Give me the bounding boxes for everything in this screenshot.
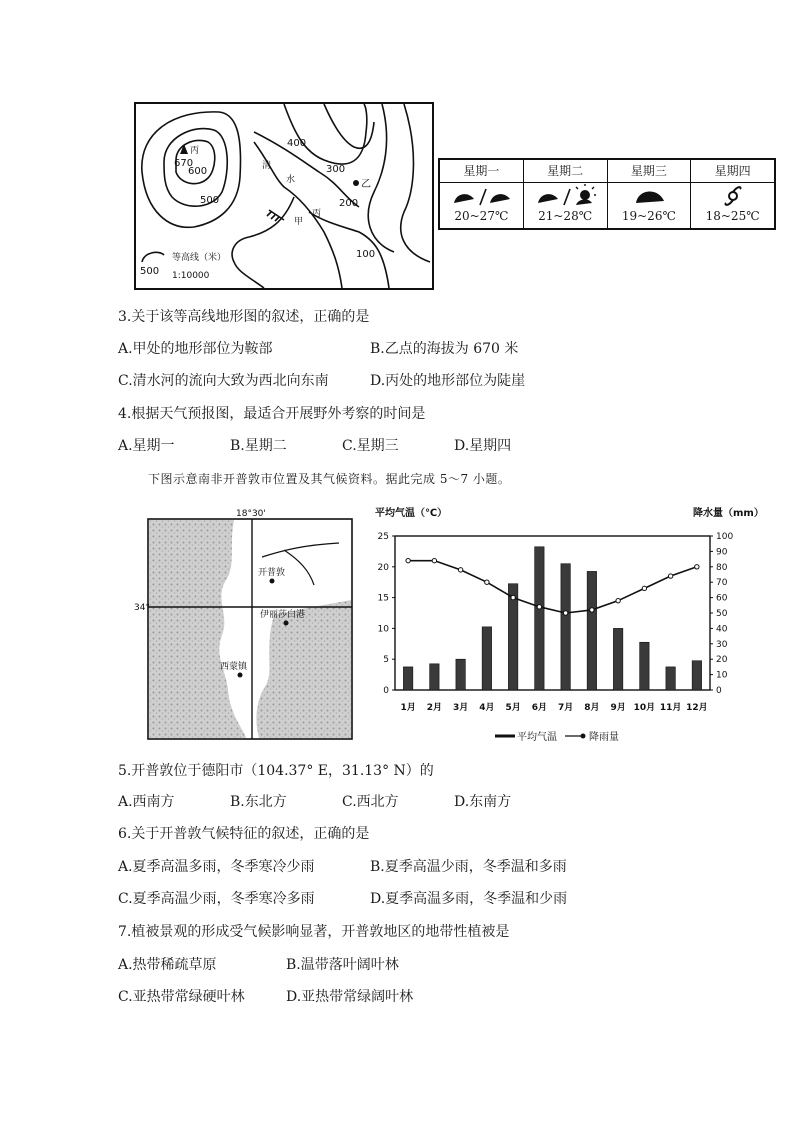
- city-simonstown-dot: [238, 673, 243, 678]
- cloudy-to-cloudy-icon: [440, 183, 523, 209]
- latitude-label: 34°: [134, 603, 150, 613]
- right-tick-label: 10: [716, 670, 728, 681]
- legend-scale: 1:10000: [172, 271, 210, 281]
- plot-frame: [395, 536, 710, 690]
- month-label: 9月: [610, 703, 626, 713]
- right-tick-label: 90: [716, 547, 728, 558]
- legend-label: 等高线（米）: [172, 253, 227, 263]
- month-label: 3月: [452, 703, 469, 713]
- q4-option-b[interactable]: B.星期二: [230, 438, 287, 454]
- temperature-point: [563, 611, 567, 615]
- forecast-day-4: [691, 160, 774, 228]
- left-tick-label: 10: [377, 624, 389, 635]
- forecast-day-label: 星期三: [608, 160, 691, 183]
- q4-option-d[interactable]: D.星期四: [454, 438, 512, 454]
- q6-option-c[interactable]: C.夏季高温少雨，冬季寒冷多雨: [118, 891, 315, 907]
- city-pe-label: 伊丽莎白港: [260, 610, 306, 620]
- q5-option-d[interactable]: D.东南方: [454, 794, 512, 810]
- q6-option-a[interactable]: A.夏季高温多雨，冬季寒冷少雨: [118, 859, 315, 875]
- month-label: 11月: [659, 703, 682, 713]
- month-label: 4月: [479, 703, 495, 713]
- left-tick-label: 25: [377, 532, 389, 542]
- q3-option-d[interactable]: D.丙处的地形部位为陡崖: [370, 373, 526, 389]
- typhoon-icon: [691, 183, 774, 209]
- right-tick-label: 50: [716, 609, 728, 619]
- forecast-day-3: [608, 160, 692, 228]
- contour-label-100: 100: [356, 249, 376, 260]
- q4-option-a[interactable]: A.星期一: [118, 438, 175, 454]
- right-tick-label: 0: [716, 686, 722, 696]
- temperature-point: [668, 574, 672, 578]
- q6-option-d[interactable]: D.夏季高温多雨，冬季温和少雨: [370, 891, 568, 907]
- q3-option-c[interactable]: C.清水河的流向大致为西北向东南: [118, 373, 329, 389]
- forecast-day-1: [440, 160, 524, 228]
- label-shui: 水: [286, 175, 296, 185]
- chart-legend: [495, 730, 619, 743]
- rain-bar: [692, 661, 701, 690]
- q6-stem: 6.关于开普敦气候特征的叙述，正确的是: [118, 826, 370, 842]
- rain-bar: [535, 547, 544, 690]
- temperature-point: [406, 558, 410, 562]
- q3-option-b[interactable]: B.乙点的海拔为 670 米: [370, 341, 519, 357]
- right-tick-label: 20: [716, 655, 728, 666]
- contour-map: [134, 102, 434, 290]
- q4-option-c[interactable]: C.星期三: [342, 438, 399, 454]
- contour-label-500: 500: [200, 195, 220, 206]
- climate-chart: [365, 500, 780, 745]
- right-tick-label: 70: [716, 578, 728, 589]
- forecast-day-label: 星期二: [524, 160, 607, 183]
- forecast-day-label: 星期一: [440, 160, 523, 183]
- label-bing-top: 丙: [190, 146, 200, 156]
- label-qing: 清: [262, 161, 272, 171]
- right-tick-label: 100: [716, 532, 734, 542]
- legend-sample-value: 500: [140, 266, 160, 277]
- right-tick-label: 30: [716, 639, 728, 650]
- forecast-day-2: [524, 160, 608, 228]
- month-label: 12月: [686, 703, 708, 713]
- month-label: 5月: [505, 703, 521, 713]
- left-tick-label: 15: [377, 593, 389, 604]
- month-label: 8月: [584, 703, 600, 713]
- forecast-temp: 21~28℃: [538, 209, 593, 223]
- city-capetown-dot: [270, 579, 275, 584]
- point-yi: [353, 180, 359, 186]
- q7-option-a[interactable]: A.热带稀疏草原: [118, 957, 217, 973]
- right-tick-label: 80: [716, 562, 728, 573]
- cloudy-to-sunny-icon: [524, 183, 607, 209]
- location-map: [134, 505, 354, 741]
- forecast-temp: 19~26℃: [621, 209, 676, 223]
- rain-bar: [640, 642, 649, 690]
- forecast-day-label: 星期四: [691, 160, 774, 183]
- rain-bar: [613, 628, 622, 690]
- top-longitude-label: 18°30': [236, 509, 266, 519]
- month-label: 6月: [531, 703, 548, 713]
- label-jia: 甲: [294, 217, 304, 227]
- temperature-point: [432, 558, 436, 562]
- rain-bar: [561, 564, 570, 690]
- overcast-icon: [608, 183, 691, 209]
- temperature-point: [616, 598, 620, 602]
- month-label: 2月: [426, 703, 443, 713]
- contour-label-400: 400: [287, 138, 307, 149]
- temperature-line: [408, 561, 697, 613]
- right-tick-label: 40: [716, 624, 728, 635]
- q5-option-b[interactable]: B.东北方: [230, 794, 287, 810]
- left-tick-label: 5: [383, 655, 389, 666]
- q7-option-d[interactable]: D.亚热带常绿阔叶林: [286, 989, 414, 1005]
- right-axis-title: 降水量（mm）: [693, 508, 764, 519]
- city-simonstown-label: 西蒙镇: [220, 662, 248, 672]
- rain-bar: [666, 667, 675, 690]
- month-label: 7月: [557, 703, 574, 713]
- q5-option-a[interactable]: A.西南方: [118, 794, 175, 810]
- rain-bar: [587, 571, 596, 690]
- contour-label-670: 670: [174, 158, 194, 169]
- q5-option-c[interactable]: C.西北方: [342, 794, 399, 810]
- contour-label-300: 300: [326, 164, 346, 175]
- q7-option-b[interactable]: B.温带落叶阔叶林: [286, 957, 399, 973]
- month-label: 1月: [400, 703, 416, 713]
- q5-stem: 5.开普敦位于德阳市（104.37° E，31.13° N）的: [118, 763, 434, 779]
- forecast-temp: 18~25℃: [705, 209, 760, 223]
- q7-stem: 7.植被景观的形成受气候影响显著，开普敦地区的地带性植被是: [118, 924, 510, 940]
- legend-rain: 降雨量: [589, 732, 619, 743]
- contour-label-200: 200: [339, 198, 359, 209]
- rain-bar: [430, 664, 439, 690]
- q3-option-a[interactable]: A.甲处的地形部位为鞍部: [118, 341, 273, 357]
- temperature-point: [642, 586, 646, 590]
- temperature-point: [537, 605, 541, 609]
- label-yi: 乙: [361, 179, 371, 190]
- section-intro: 下图示意南非开普敦市位置及其气候资料。据此完成 5～7 小题。: [148, 472, 511, 486]
- temperature-point: [511, 595, 515, 599]
- month-label: 10月: [633, 703, 656, 713]
- q7-option-c[interactable]: C.亚热带常绿硬叶林: [118, 989, 245, 1005]
- rain-bar: [456, 659, 465, 690]
- temperature-point: [590, 608, 594, 612]
- label-bing: 丙: [312, 209, 322, 219]
- temperature-point: [485, 580, 489, 584]
- right-tick-label: 60: [716, 593, 728, 604]
- city-pe-dot: [284, 621, 289, 626]
- left-tick-label: 20: [377, 562, 389, 573]
- legend-temp: 平均气温: [517, 732, 557, 743]
- rain-bar: [482, 627, 491, 690]
- q6-option-b[interactable]: B.夏季高温少雨，冬季温和多雨: [370, 859, 567, 875]
- contour-label-600: 600: [188, 166, 208, 177]
- weather-forecast: [438, 158, 776, 230]
- q4-stem: 4.根据天气预报图，最适合开展野外考察的时间是: [118, 406, 426, 422]
- q3-stem: 3.关于该等高线地形图的叙述，正确的是: [118, 309, 370, 325]
- temperature-point: [458, 568, 462, 572]
- left-axis-title: 平均气温（℃）: [375, 508, 448, 519]
- temperature-point: [695, 565, 699, 569]
- rain-bar: [403, 667, 412, 690]
- forecast-temp: 20~27℃: [454, 209, 509, 223]
- left-tick-label: 0: [383, 686, 389, 696]
- city-capetown-label: 开普敦: [258, 568, 286, 578]
